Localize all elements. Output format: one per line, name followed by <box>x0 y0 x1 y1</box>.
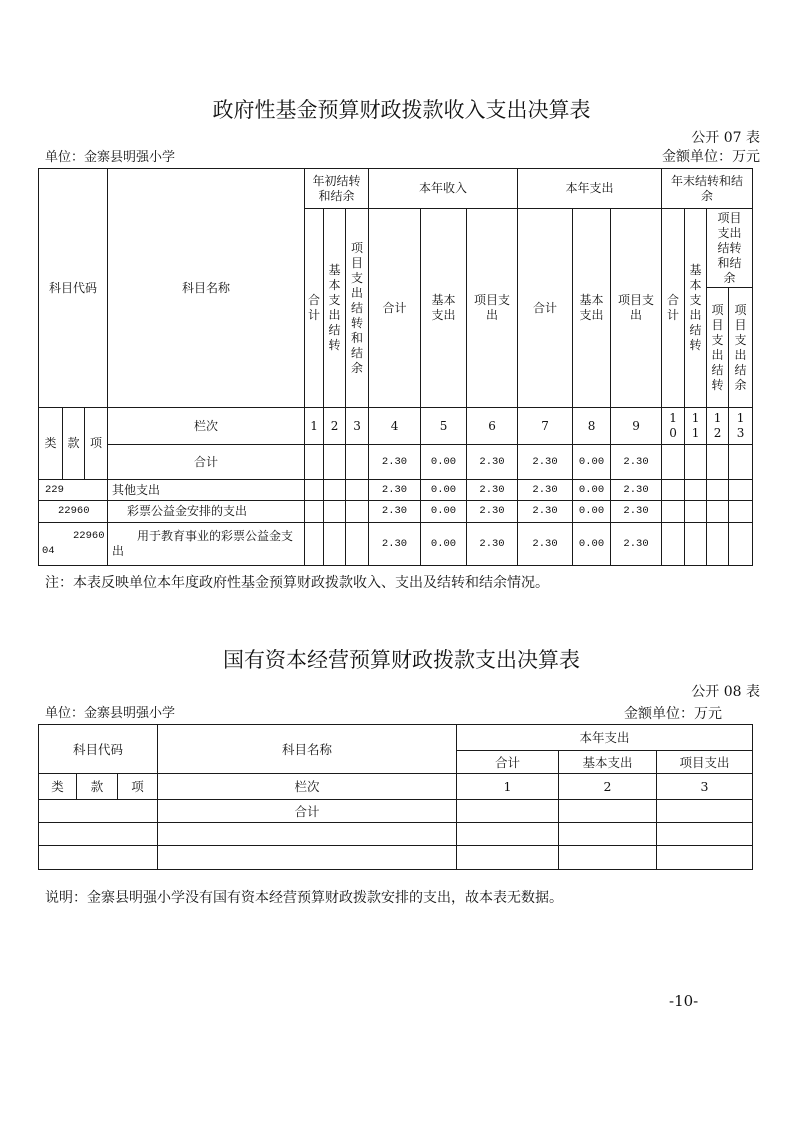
header-subject-name: 科目名称 <box>158 725 457 774</box>
table-row <box>39 523 753 566</box>
header-row <box>39 725 753 751</box>
header-opening-total <box>305 209 324 408</box>
header-closing-total <box>662 209 685 408</box>
table08-title: 国有资本经营预算财政拨款支出决算表 <box>223 648 580 672</box>
cell-closing-project-balance <box>729 445 753 480</box>
cell-subject-name <box>158 846 457 870</box>
index-label: 栏次 <box>108 408 305 445</box>
cell-income-project: 2.30 <box>467 480 518 501</box>
header-opening-total-label: 合计 <box>308 293 321 322</box>
cell-subject-code: 2296004 <box>39 523 108 566</box>
column-number-label: 13 <box>736 411 745 440</box>
header-opening-balance <box>305 169 369 209</box>
header-opening-project-carry-balance <box>346 209 369 408</box>
header-lei: 类 <box>39 774 77 800</box>
table07-amount-unit: 金额单位：万元 <box>662 149 760 165</box>
header-opening-project-carry-balance-label: 项目支出结转和结余 <box>351 240 364 375</box>
cell-income-basic: 0.00 <box>421 501 467 523</box>
total-row <box>39 800 753 823</box>
cell-expense-project: 2.30 <box>611 523 662 566</box>
column-number <box>729 408 753 445</box>
cell-expense-total <box>457 800 559 823</box>
column-number-label: 7 <box>541 418 549 433</box>
cell-closing-basic-carry <box>685 480 707 501</box>
header-expense-project <box>611 209 662 408</box>
cell-opening-project-carry-balance <box>346 480 369 501</box>
cell-expense-total <box>457 846 559 870</box>
header-closing-basic-carry-label: 基本支出结转 <box>689 263 702 352</box>
cell-closing-project-carry <box>707 501 729 523</box>
header-expense-total: 合计 <box>518 209 573 408</box>
table-row <box>39 846 753 870</box>
header-income-basic <box>421 209 467 408</box>
cell-opening-basic-carry <box>324 445 346 480</box>
column-number: 2 <box>559 774 657 800</box>
header-closing-project-balance-label: 项目支出结余 <box>734 302 747 392</box>
header-income-basic-label: 基本支出 <box>431 293 456 322</box>
cell-expense-project: 2.30 <box>611 501 662 523</box>
cell-expense-project <box>657 846 753 870</box>
header-xiang: 项 <box>118 774 158 800</box>
cell-subject-code <box>39 800 158 823</box>
header-closing-project-carry-label: 项目支出结转 <box>711 302 724 392</box>
total-row <box>39 445 753 480</box>
header-expense-basic: 基本支出 <box>559 751 657 774</box>
cell-closing-total <box>662 480 685 501</box>
cell-closing-basic-carry <box>685 445 707 480</box>
table07-note: 注：本表反映单位本年度政府性基金预算财政拨款收入、支出及结转和结余情况。 <box>45 575 549 591</box>
cell-subject-name: 其他支出 <box>108 480 305 501</box>
header-xiang: 项 <box>85 408 108 480</box>
column-number-label: 6 <box>488 418 496 433</box>
cell-subject-name: 用于教育事业的彩票公益金支出 <box>108 523 305 566</box>
cell-expense-project <box>657 800 753 823</box>
header-expense-total: 合计 <box>457 751 559 774</box>
table-row <box>39 480 753 501</box>
header-closing-project-carry-balance-label: 项目支出结转和结余 <box>717 210 742 285</box>
table08-note: 说明：金寨县明强小学没有国有资本经营预算财政拨款安排的支出，故本表无数据。 <box>45 890 563 906</box>
cell-closing-project-balance <box>729 523 753 566</box>
index-label: 栏次 <box>158 774 457 800</box>
cell-expense-basic: 0.00 <box>573 501 611 523</box>
header-kuan: 款 <box>77 774 118 800</box>
cell-opening-project-carry-balance <box>346 445 369 480</box>
header-income-project-label: 项目支出 <box>474 293 511 322</box>
cell-income-basic: 0.00 <box>421 523 467 566</box>
cell-expense-project: 2.30 <box>611 445 662 480</box>
table08-amount-unit: 金额单位：万元 <box>624 706 722 722</box>
header-expense-project: 项目支出 <box>657 751 753 774</box>
state-capital-table <box>38 724 753 870</box>
cell-subject-code <box>39 823 158 846</box>
cell-expense-total <box>457 823 559 846</box>
cell-income-project: 2.30 <box>467 501 518 523</box>
index-row <box>39 774 753 800</box>
header-current-expense: 本年支出 <box>457 725 753 751</box>
cell-expense-total: 2.30 <box>518 445 573 480</box>
total-row-label: 合计 <box>108 445 305 480</box>
cell-expense-basic: 0.00 <box>573 480 611 501</box>
header-opening-basic-carry <box>324 209 346 408</box>
column-number <box>662 408 685 445</box>
header-closing-project-balance <box>729 288 753 408</box>
column-number <box>305 408 324 445</box>
column-number-label: 2 <box>330 418 339 433</box>
header-closing-balance-label: 年末结转和结余 <box>671 173 744 203</box>
header-closing-basic-carry <box>685 209 707 408</box>
cell-income-total: 2.30 <box>369 445 421 480</box>
cell-opening-total <box>305 445 324 480</box>
header-subject-code: 科目代码 <box>39 725 158 774</box>
cell-income-basic: 0.00 <box>421 445 467 480</box>
column-number-label: 11 <box>691 411 700 440</box>
header-income-project <box>467 209 518 408</box>
table07-form-number: 公开 07 表 <box>691 130 760 146</box>
cell-opening-basic-carry <box>324 501 346 523</box>
header-opening-balance-label: 年初结转和结余 <box>312 173 361 203</box>
cell-income-project: 2.30 <box>467 523 518 566</box>
cell-opening-total <box>305 501 324 523</box>
table07-title: 政府性基金预算财政拨款收入支出决算表 <box>212 98 591 122</box>
cell-closing-project-carry <box>707 445 729 480</box>
cell-closing-total <box>662 501 685 523</box>
table08-unit: 单位：金寨县明强小学 <box>45 706 176 721</box>
column-number <box>685 408 707 445</box>
cell-income-total: 2.30 <box>369 480 421 501</box>
cell-subject-name: 彩票公益金安排的支出 <box>108 501 305 523</box>
header-expense-basic <box>573 209 611 408</box>
cell-opening-project-carry-balance <box>346 501 369 523</box>
header-expense-basic-label: 基本支出 <box>579 293 604 322</box>
cell-opening-basic-carry <box>324 480 346 501</box>
cell-subject-name <box>158 823 457 846</box>
cell-closing-total <box>662 445 685 480</box>
cell-closing-basic-carry <box>685 523 707 566</box>
government-fund-table <box>38 168 753 566</box>
cell-closing-basic-carry <box>685 501 707 523</box>
column-number <box>467 408 518 445</box>
total-row-label: 合计 <box>158 800 457 823</box>
column-number-label: 10 <box>669 411 677 440</box>
column-number <box>611 408 662 445</box>
header-closing-balance <box>662 169 753 209</box>
column-number-label: 3 <box>353 418 361 433</box>
column-number <box>518 408 573 445</box>
header-opening-basic-carry-label: 基本支出结转 <box>328 263 341 352</box>
header-closing-project-carry <box>707 288 729 408</box>
cell-opening-basic-carry <box>324 523 346 566</box>
cell-opening-total <box>305 523 324 566</box>
cell-expense-total: 2.30 <box>518 501 573 523</box>
cell-expense-project: 2.30 <box>611 480 662 501</box>
index-row <box>39 408 753 445</box>
column-number: 1 <box>457 774 559 800</box>
cell-expense-basic <box>559 823 657 846</box>
table07-unit: 单位：金寨县明强小学 <box>45 150 176 165</box>
column-number <box>707 408 729 445</box>
cell-closing-project-carry <box>707 523 729 566</box>
column-number <box>421 408 467 445</box>
header-subject-name: 科目名称 <box>108 169 305 408</box>
cell-income-project: 2.30 <box>467 445 518 480</box>
header-lei: 类 <box>39 408 63 480</box>
header-subject-code: 科目代码 <box>39 169 108 408</box>
cell-income-basic: 0.00 <box>421 480 467 501</box>
column-number <box>346 408 369 445</box>
header-closing-project-carry-balance <box>707 209 753 288</box>
page-number: -10- <box>669 992 699 1010</box>
cell-expense-total: 2.30 <box>518 523 573 566</box>
cell-closing-project-balance <box>729 501 753 523</box>
header-current-income: 本年收入 <box>369 169 518 209</box>
cell-expense-basic: 0.00 <box>573 445 611 480</box>
column-number-label: 8 <box>587 418 596 433</box>
header-kuan: 款 <box>63 408 85 480</box>
header-expense-project-label: 项目支出 <box>618 293 655 322</box>
table-row <box>39 501 753 523</box>
column-number <box>369 408 421 445</box>
cell-expense-basic <box>559 800 657 823</box>
cell-subject-code: 229 <box>39 480 108 501</box>
column-number-label: 9 <box>632 418 640 433</box>
table08-form-number: 公开 08 表 <box>691 684 760 700</box>
cell-subject-code <box>39 846 158 870</box>
cell-closing-project-balance <box>729 480 753 501</box>
cell-income-total: 2.30 <box>369 523 421 566</box>
cell-expense-total: 2.30 <box>518 480 573 501</box>
column-number-label: 12 <box>713 411 722 440</box>
cell-subject-code: 22960 <box>39 501 108 523</box>
column-number: 3 <box>657 774 753 800</box>
cell-expense-basic <box>559 846 657 870</box>
column-number-label: 1 <box>310 418 318 433</box>
cell-opening-project-carry-balance <box>346 523 369 566</box>
column-number-label: 5 <box>439 418 448 433</box>
cell-closing-project-carry <box>707 480 729 501</box>
table-row <box>39 823 753 846</box>
cell-expense-project <box>657 823 753 846</box>
column-number <box>324 408 346 445</box>
cell-income-total: 2.30 <box>369 501 421 523</box>
header-row <box>39 169 753 209</box>
cell-expense-basic: 0.00 <box>573 523 611 566</box>
header-income-total: 合计 <box>369 209 421 408</box>
cell-opening-total <box>305 480 324 501</box>
cell-closing-total <box>662 523 685 566</box>
header-closing-total-label: 合计 <box>667 293 680 322</box>
column-number <box>573 408 611 445</box>
header-current-expense: 本年支出 <box>518 169 662 209</box>
column-number-label: 4 <box>390 418 399 433</box>
